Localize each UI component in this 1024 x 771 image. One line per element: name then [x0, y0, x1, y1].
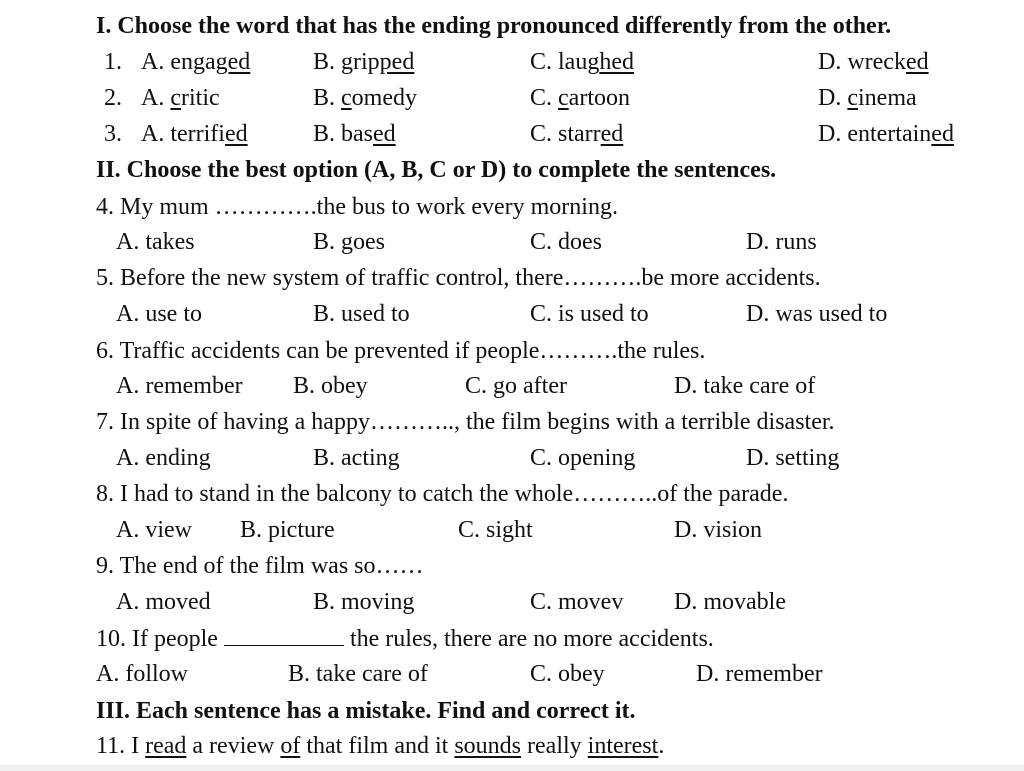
q2-option-c: C. cartoon	[530, 85, 630, 111]
q1-option-b: B. gripped	[313, 49, 415, 75]
q3-number: 3.	[104, 121, 122, 147]
q5-option-b: B. used to	[313, 301, 410, 327]
q4-option-b: B. goes	[313, 229, 385, 255]
q9-option-b: B. moving	[313, 589, 415, 615]
q3-option-a: A. terrified	[141, 121, 248, 147]
q3-option-d: D. entertained	[818, 121, 954, 147]
q8-option-d: D. vision	[674, 517, 763, 543]
q9-option-d: D. movable	[674, 589, 786, 615]
q3-option-c: C. starred	[530, 121, 624, 147]
q1-option-a: A. engaged	[141, 49, 251, 75]
q1-option-d: D. wrecked	[818, 49, 929, 75]
q6-option-a: A. remember	[116, 373, 243, 399]
q1-number: 1.	[104, 49, 122, 75]
section-2-heading: II. Choose the best option (A, B, C or D) to complete the sentences.	[96, 157, 777, 183]
q8-option-b: B. picture	[240, 517, 335, 543]
q3-option-b: B. based	[313, 121, 396, 147]
section-1-heading: I. Choose the word that has the ending pronounced differently from the other.	[96, 13, 892, 39]
q9-option-a: A. moved	[116, 589, 211, 615]
q10-option-c: C. obey	[530, 661, 605, 687]
q5-option-a: A. use to	[116, 301, 202, 327]
q10-option-b: B. take care of	[288, 661, 428, 687]
q7-option-c: C. opening	[530, 445, 636, 471]
q7-option-d: D. setting	[746, 445, 840, 471]
q5-option-d: D. was used to	[746, 301, 888, 327]
q10-blank	[224, 623, 344, 646]
q1-option-c: C. laughed	[530, 49, 634, 75]
q9-option-c: C. movev	[530, 589, 624, 615]
q8-stem: 8. I had to stand in the balcony to catch the whole………..of the parade.	[96, 481, 789, 507]
q4-option-a: A. takes	[116, 229, 195, 255]
q4-stem: 4. My mum ………….the bus to work every morning.	[96, 194, 618, 220]
q11-sentence: 11. I read a review of that film and it sounds really interest.	[96, 733, 665, 759]
q7-option-a: A. ending	[116, 445, 211, 471]
q8-option-c: C. sight	[458, 517, 533, 543]
section-3-heading: III. Each sentence has a mistake. Find and correct it.	[96, 698, 636, 724]
q2-option-b: B. comedy	[313, 85, 417, 111]
q2-option-a: A. critic	[141, 85, 220, 111]
q4-option-d: D. runs	[746, 229, 817, 255]
q7-stem: 7. In spite of having a happy……….., the film begins with a terrible disaster.	[96, 409, 835, 435]
page-bottom-edge	[0, 765, 1024, 771]
q7-option-b: B. acting	[313, 445, 400, 471]
q6-option-c: C. go after	[465, 373, 567, 399]
q2-number: 2.	[104, 85, 122, 111]
q6-stem: 6. Traffic accidents can be prevented if people……….the rules.	[96, 338, 706, 364]
q6-option-b: B. obey	[293, 373, 368, 399]
q2-option-d: D. cinema	[818, 85, 917, 111]
q5-stem: 5. Before the new system of traffic control, there……….be more accidents.	[96, 265, 821, 291]
q6-option-d: D. take care of	[674, 373, 816, 399]
q9-stem: 9. The end of the film was so……	[96, 553, 424, 579]
q4-option-c: C. does	[530, 229, 602, 255]
q10-stem: 10. If people the rules, there are no more accidents.	[96, 623, 714, 654]
q8-option-a: A. view	[116, 517, 192, 543]
q5-option-c: C. is used to	[530, 301, 649, 327]
q10-option-d: D. remember	[696, 661, 823, 687]
q10-option-a: A. follow	[96, 661, 188, 687]
